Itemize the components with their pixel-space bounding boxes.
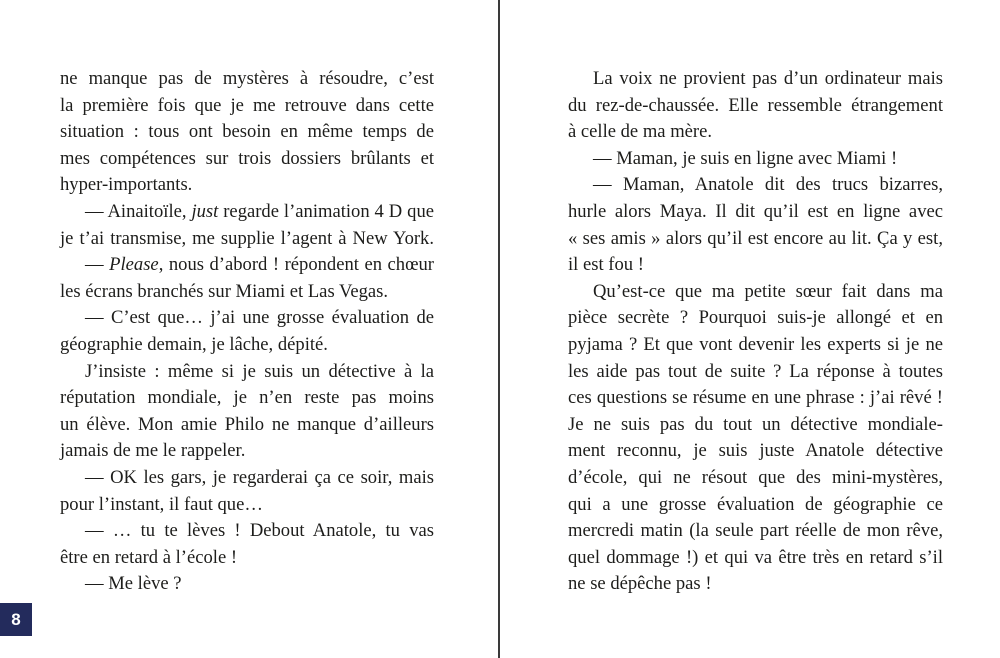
text-line: — Maman, je suis en ligne avec Miami !: [593, 147, 898, 169]
text-line: hurle alors Maya. Il dit qu’il est en ligne avec: [568, 200, 943, 222]
text-line: Je ne suis pas du tout un détective mondiale-: [568, 413, 943, 435]
text-line: les aide pas tout de suite ? La réponse à toutes: [568, 360, 943, 382]
text-line: Qu’est-ce que ma petite sœur fait dans ma: [593, 280, 943, 302]
text-line: situation : tous ont besoin en même temps de: [60, 121, 434, 143]
text-line: mercredi matin (la seule part réelle de mon rêve,: [568, 520, 943, 542]
page-number-badge: 8: [0, 603, 32, 636]
text-line: d’école, qui ne résout que des mini-mystères,: [568, 466, 943, 488]
book-gutter: [498, 0, 500, 658]
text-line: réputation mondiale, je n’en reste pas moins: [60, 387, 434, 409]
text-line: pièce secrète ? Pourquoi suis-je allongé et en: [568, 307, 943, 329]
text-line: — Please, nous d’abord ! répondent en chœur: [85, 254, 434, 276]
text-line: La voix ne provient pas d’un ordinateur mais: [593, 68, 943, 89]
left-page: [0, 0, 498, 658]
text-line: — … tu te lèves ! Debout Anatole, tu vas: [85, 520, 434, 542]
text-line: un élève. Mon amie Philo ne manque d’ailleurs: [60, 413, 434, 435]
right-page-text: [568, 66, 943, 598]
text-line: ment reconnu, je suis juste Anatole détective: [568, 440, 943, 462]
text-line: ne se dépêche pas !: [568, 573, 712, 595]
text-line: — C’est que… j’ai une grosse évaluation de: [85, 307, 434, 329]
text-line: pyjama ? Et que vont devenir les experts si je ne: [568, 333, 943, 355]
text-line: à celle de ma mère.: [568, 121, 713, 143]
left-page-text: [60, 66, 434, 598]
right-page: [502, 0, 1000, 658]
text-line: quel dommage !) et qui va être très en retard s’il: [568, 546, 943, 568]
text-line: pour l’instant, il faut que…: [60, 493, 263, 515]
text-line: être en retard à l’école !: [60, 546, 238, 568]
text-line: qui a une grosse évaluation de géographie ce: [568, 493, 943, 515]
text-line: ne manque pas de mystères à résoudre, c’est: [60, 68, 434, 89]
text-line: géographie demain, je lâche, dépité.: [60, 333, 328, 355]
text-line: du rez-de-chaussée. Elle ressemble étrangement: [568, 94, 943, 116]
text-line: hyper-importants.: [60, 174, 193, 196]
text-line: — Me lève ?: [85, 573, 182, 595]
text-line: il est fou !: [568, 254, 644, 276]
text-line: J’insiste : même si je suis un détective à la: [85, 360, 434, 382]
text-line: jamais de me le rappeler.: [60, 440, 246, 462]
text-line: — Ainaitoïle, just regarde l’animation 4 D que: [85, 200, 434, 222]
text-line: je t’ai transmise, me supplie l’agent à New York.: [60, 227, 434, 249]
text-line: la première fois que je me retrouve dans cette: [60, 94, 434, 116]
text-line: mes compétences sur trois dossiers brûlants et: [60, 147, 434, 169]
text-line: les écrans branchés sur Miami et Las Vegas.: [60, 280, 389, 302]
text-line: ces questions se résume en une phrase : j’ai rêvé !: [568, 387, 943, 409]
text-line: — OK les gars, je regarderai ça ce soir, mais: [85, 466, 434, 488]
text-line: « ses amis » alors qu’il est encore au lit. Ça y est,: [568, 227, 943, 249]
text-line: — Maman, Anatole dit des trucs bizarres,: [593, 174, 943, 196]
